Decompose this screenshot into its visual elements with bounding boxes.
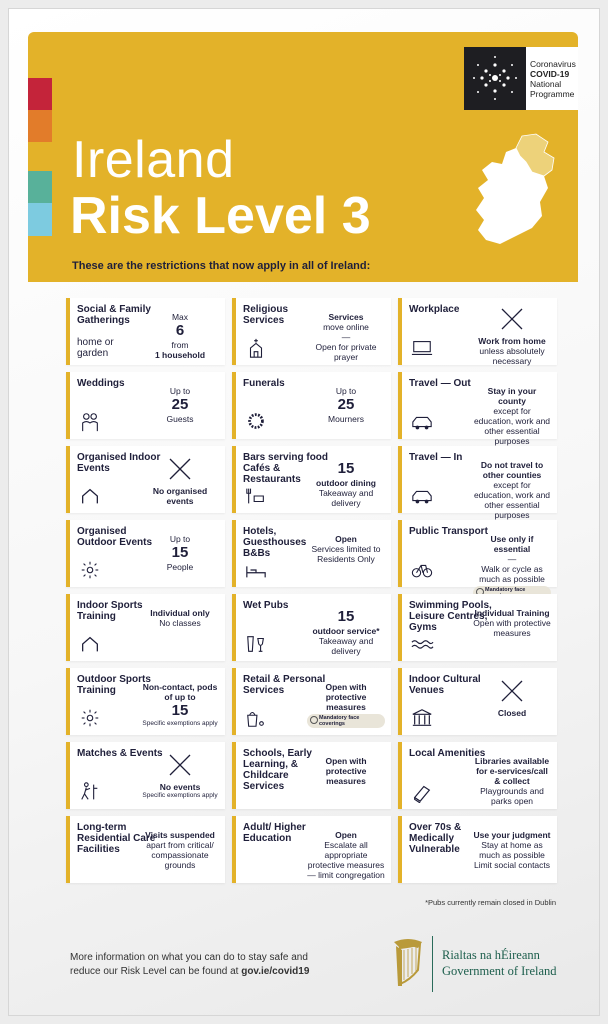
covid-programme-logo <box>464 47 578 110</box>
face-covering-badge: Mandatory face <box>473 586 551 600</box>
card-title: Long-term Residential Care Facilities <box>77 822 156 855</box>
card-detail-line1: Services <box>328 312 364 322</box>
card-detail-line2: — <box>507 554 517 564</box>
card-detail-line2: unless absolutely necessary <box>479 346 545 366</box>
card-title: Adult/ Higher Education <box>243 822 306 844</box>
card-detail-big: 25 <box>337 396 355 413</box>
cross-icon <box>501 308 523 330</box>
car-icon <box>410 411 434 433</box>
card-detail-small: Specific exemptions apply <box>142 792 218 799</box>
museum-icon <box>410 707 434 729</box>
cross-icon <box>169 754 191 776</box>
card-detail-line3: — <box>341 332 351 342</box>
gov-divider <box>432 936 433 992</box>
level-stripe-green <box>28 171 52 203</box>
book-icon <box>410 781 434 803</box>
card-title: Travel — Out <box>409 378 471 389</box>
water-icon <box>410 633 434 655</box>
harp-icon <box>388 936 428 990</box>
card-detail <box>473 534 551 600</box>
wreath-icon <box>244 411 268 433</box>
card-detail-line1: outdoor service* <box>312 626 380 636</box>
card-detail-bold: 1 household <box>154 350 206 360</box>
card-detail-line2: No classes <box>159 618 201 628</box>
card-detail <box>141 608 219 628</box>
card-detail-big: 15 <box>171 702 189 719</box>
card-detail-mid: People <box>166 562 194 572</box>
level-stripe-orange <box>28 110 52 142</box>
level-stripe-red <box>28 78 52 112</box>
card-detail-line1: Use your judgment <box>473 830 551 840</box>
laptop-icon <box>410 337 434 359</box>
card-detail <box>473 708 551 718</box>
face-covering-badge: Mandatory face coverings <box>307 714 385 728</box>
card-title: Indoor Cultural Venues <box>409 674 481 696</box>
footer-link[interactable]: gov.ie/covid19 <box>241 966 310 977</box>
sun-icon <box>78 707 102 729</box>
card-title: Swimming Pools, Leisure Centres, Gyms <box>409 600 492 633</box>
card-detail-line1: Individual Training <box>474 608 550 618</box>
logo-line-3: National <box>530 78 562 89</box>
card-detail-line1: Open with protective measures <box>325 756 367 786</box>
card-detail-line1: No events <box>159 782 201 792</box>
logo-line-4: Programme <box>530 88 575 99</box>
restriction-card <box>398 742 557 809</box>
restrictions-grid <box>66 298 557 883</box>
card-title: Travel — In <box>409 452 463 463</box>
gov-name-english: Government of Ireland <box>442 964 557 978</box>
card-title: Schools, Early Learning, & Childcare Services <box>243 748 312 792</box>
hurling-icon <box>78 781 102 803</box>
restriction-card <box>232 816 391 883</box>
card-detail-line1: No organised events <box>152 486 208 506</box>
card-detail-line1: Open <box>335 830 357 840</box>
bicycle-icon <box>410 559 434 581</box>
card-detail-line1: Visits suspended <box>145 830 215 840</box>
card-detail-pre: Up to <box>169 386 191 396</box>
level-stripe-blue <box>28 203 52 236</box>
restriction-card <box>398 816 557 883</box>
indoor-icon <box>78 633 102 655</box>
card-detail-pre: Up to <box>169 534 191 544</box>
card-detail-big: 15 <box>337 460 355 477</box>
card-detail <box>141 386 219 424</box>
card-detail-big: 15 <box>171 544 189 561</box>
shopping-icon <box>244 707 268 729</box>
subtitle: These are the restrictions that now apply in all of Ireland: <box>72 260 371 272</box>
card-detail <box>307 312 385 362</box>
restriction-card <box>66 446 225 513</box>
gov-name-irish: Rialtas na hÉireann <box>442 948 540 962</box>
card-detail-line2: except for education, work and other essential purposes <box>473 480 551 520</box>
couple-icon <box>78 411 102 433</box>
logo-line-2: COVID-19 <box>530 68 570 79</box>
card-detail <box>473 608 551 638</box>
restriction-card <box>232 742 391 809</box>
pubs-footnote: *Pubs currently remain closed in Dublin <box>425 898 556 907</box>
card-detail-mid: from <box>171 340 189 350</box>
card-detail-pre: Up to <box>335 386 357 396</box>
restriction-card <box>398 520 557 593</box>
card-title: Weddings <box>77 378 125 389</box>
card-title: Social & Family Gatherings <box>77 304 151 326</box>
card-detail-line2: move online <box>323 322 369 332</box>
card-detail-line2: Services limited to Residents Only <box>311 544 381 564</box>
sun-icon <box>78 559 102 581</box>
logo-line-1: Coronavirus <box>530 58 576 69</box>
card-detail-line2: apart from critical/ compassionate grounds <box>146 840 214 870</box>
card-title: Over 70s & Medically Vulnerable <box>409 822 462 855</box>
card-detail-line3: Walk or cycle as much as possible <box>479 564 545 584</box>
card-detail-line1: Closed <box>497 708 527 718</box>
card-detail-line3: Limit social contacts <box>473 860 551 870</box>
card-detail <box>307 386 385 424</box>
card-detail <box>307 756 385 786</box>
card-detail-line2: Escalate all appropriate protective measures — limit congregation <box>307 840 385 880</box>
card-title: Workplace <box>409 304 460 315</box>
card-detail <box>141 782 219 800</box>
card-title: Funerals <box>243 378 285 389</box>
card-detail-line2: except for education, work and other essential purposes <box>473 406 551 446</box>
card-detail-line1: Do not travel to other counties <box>480 460 544 480</box>
card-detail-line2: Takeaway and delivery <box>318 636 374 656</box>
card-detail-line1: Individual only <box>150 608 210 618</box>
card-detail-line1: outdoor dining <box>316 478 376 488</box>
restriction-card <box>398 446 557 520</box>
card-title: Matches & Events <box>77 748 163 759</box>
card-title: Hotels, Guesthouses B&Bs <box>243 526 307 559</box>
restriction-card <box>232 520 391 587</box>
card-detail-line2: Takeaway and delivery <box>318 488 374 508</box>
card-title: Public Transport <box>409 526 488 537</box>
restriction-card <box>66 372 225 439</box>
card-detail <box>307 608 385 656</box>
card-detail <box>473 756 551 806</box>
restriction-card <box>66 742 225 809</box>
title-country: Ireland <box>72 131 235 189</box>
footer-info-text: More information on what you can do to stay safe and reduce our Risk Level can be found at <box>70 952 308 977</box>
restriction-card <box>66 520 225 587</box>
restriction-card <box>66 298 225 365</box>
card-detail <box>307 682 385 728</box>
card-detail-big: 25 <box>171 396 189 413</box>
card-detail <box>307 460 385 508</box>
card-detail <box>141 312 219 360</box>
cross-icon <box>169 458 191 480</box>
card-title: Retail & Personal Services <box>243 674 326 696</box>
restriction-card <box>398 668 557 735</box>
card-detail-line1: Non-contact, pods of up to <box>142 682 218 702</box>
restriction-card <box>398 298 557 365</box>
card-detail-pre: Max <box>171 312 189 322</box>
card-detail <box>473 460 551 520</box>
card-detail-line1: Stay in your county <box>487 386 537 406</box>
card-detail-line1: Work from home <box>478 336 546 346</box>
card-title: Organised Outdoor Events <box>77 526 153 548</box>
card-title: Wet Pubs <box>243 600 289 611</box>
card-title: Local Amenities <box>409 748 486 759</box>
card-detail-line1: Libraries available for e-services/call & collect <box>474 756 550 786</box>
card-title: Indoor Sports Training <box>77 600 143 622</box>
card-detail <box>473 830 551 870</box>
card-detail <box>141 682 219 728</box>
card-detail-big: 15 <box>337 608 355 625</box>
card-title: Religious Services <box>243 304 289 326</box>
cross-icon <box>501 680 523 702</box>
card-title: Organised Indoor Events <box>77 452 161 474</box>
restriction-card <box>232 298 391 365</box>
virus-icon <box>464 47 526 110</box>
car-icon <box>410 485 434 507</box>
card-detail-mid: Mourners <box>328 414 364 424</box>
card-detail-line1: Open with protective measures <box>325 682 367 712</box>
card-detail <box>141 830 219 870</box>
card-detail-line2: Open with protective measures <box>473 618 551 638</box>
dining-icon <box>244 485 268 507</box>
card-detail <box>473 336 551 366</box>
card-detail-small: Specific exemptions apply <box>142 720 218 727</box>
restriction-card <box>232 668 391 735</box>
ireland-map-icon <box>470 132 566 252</box>
card-detail-line2: Playgrounds and parks open <box>480 786 544 806</box>
restriction-card <box>232 594 391 661</box>
card-detail-line2: Stay at home as much as possible <box>479 840 545 860</box>
indoor-icon <box>78 485 102 507</box>
card-detail <box>141 486 219 506</box>
card-detail-mid: Guests <box>166 414 194 424</box>
card-detail-big: 6 <box>175 322 185 339</box>
restriction-card <box>398 594 557 661</box>
restriction-card <box>66 816 225 883</box>
card-detail-line4: Open for private prayer <box>315 342 377 362</box>
card-title: Outdoor Sports Training <box>77 674 151 696</box>
restriction-card <box>66 668 225 735</box>
card-detail-line1: Use only if essential <box>490 534 534 554</box>
bed-icon <box>244 559 268 581</box>
government-logo <box>388 934 578 994</box>
card-detail-line1: Open <box>335 534 357 544</box>
footer-info <box>70 951 340 979</box>
glasses-icon <box>244 633 268 655</box>
restriction-card <box>66 594 225 661</box>
title-risk-level: Risk Level 3 <box>70 187 371 245</box>
restriction-card <box>232 446 391 513</box>
card-title: Bars serving food Cafés & Restaurants <box>243 452 329 485</box>
card-title-light: home or garden <box>77 337 114 359</box>
church-icon <box>244 337 268 359</box>
card-detail <box>141 534 219 572</box>
card-detail <box>307 830 385 880</box>
restriction-card <box>232 372 391 439</box>
card-detail <box>473 386 551 446</box>
card-detail <box>307 534 385 564</box>
restriction-card <box>398 372 557 446</box>
